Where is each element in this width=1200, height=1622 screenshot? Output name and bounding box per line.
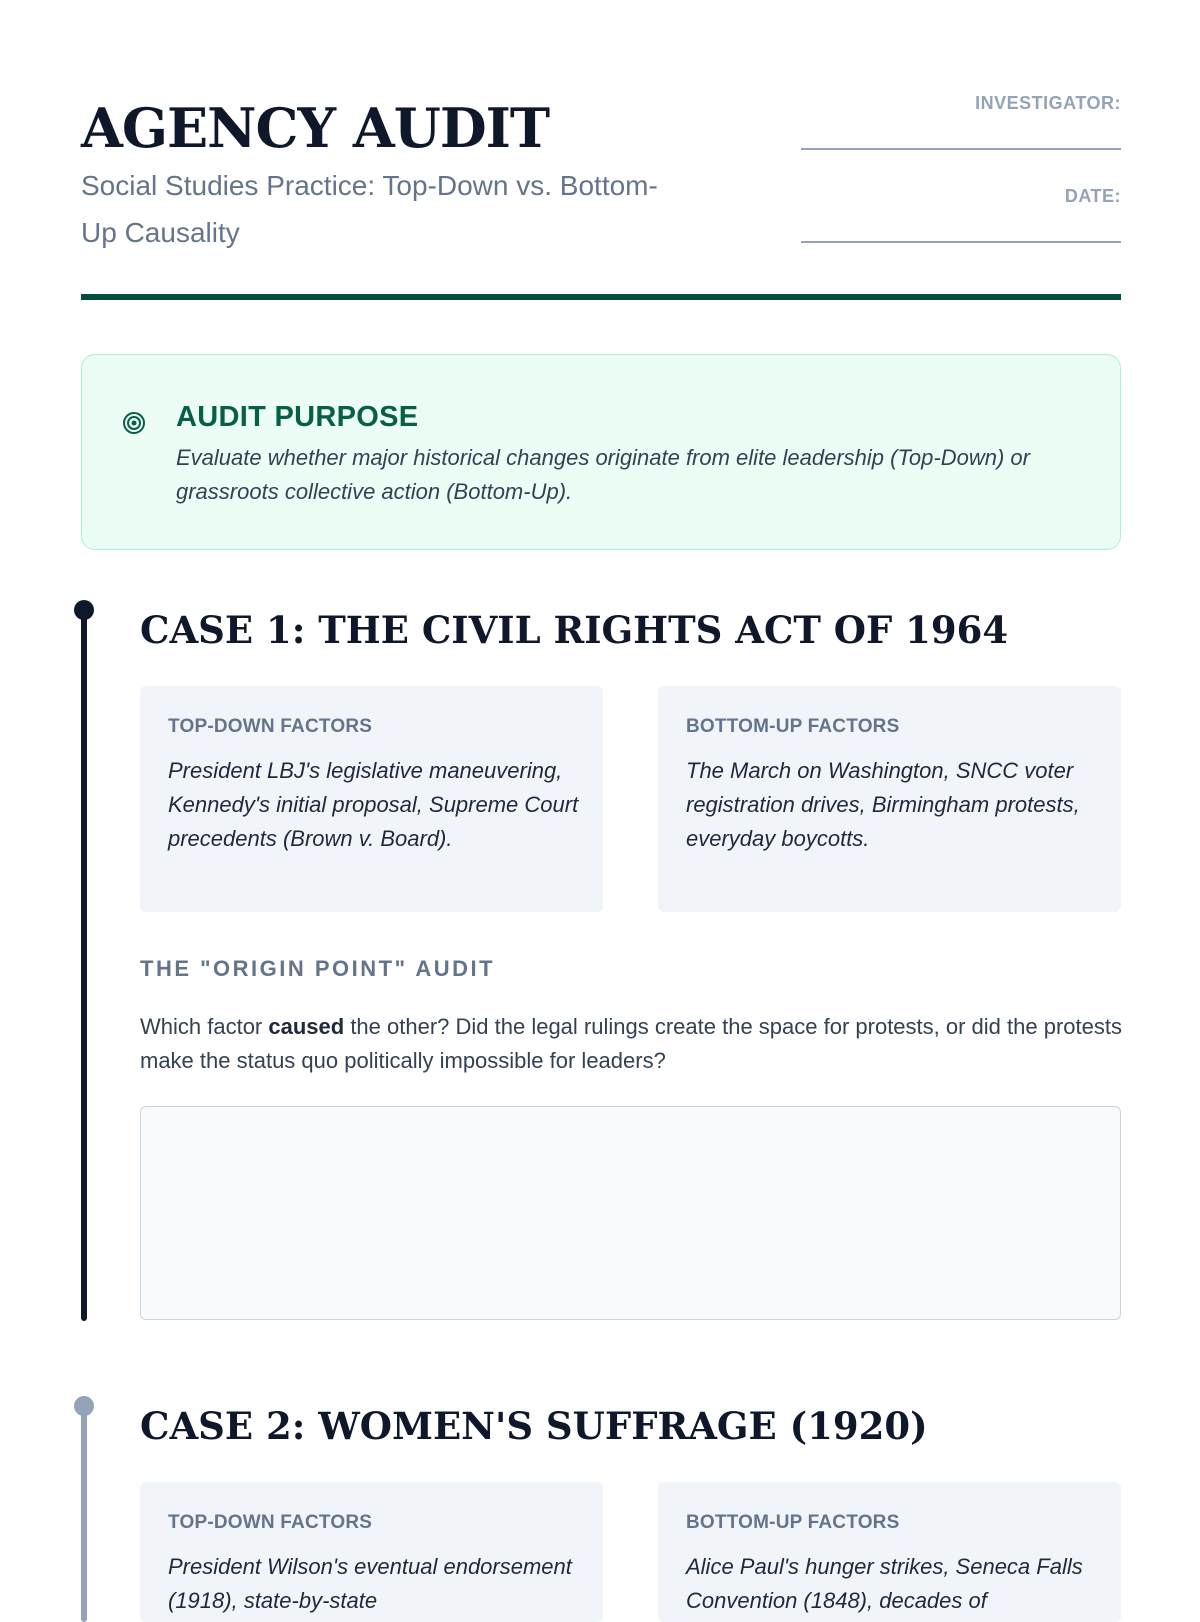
case-2-section: [81, 1396, 1121, 1613]
top-down-label: TOP-DOWN FACTORS: [168, 1512, 373, 1533]
audit-purpose-text: Evaluate whether major historical changes originate from elite leadership (Top-Down) or grassroots collective action (Bottom-Up).: [176, 445, 1030, 504]
case-1-section: [81, 600, 1121, 1320]
case-1-top-down-box: [140, 686, 603, 912]
top-down-text: President LBJ's legislative maneuvering, Kennedy's initial proposal, Supreme Court precedents (Brown v. Board).: [168, 758, 579, 851]
case-timeline-dot: [74, 1396, 94, 1416]
target-icon: [122, 411, 146, 435]
case-1-answer-box[interactable]: [140, 1106, 1121, 1320]
worksheet-page: [81, 0, 1122, 1613]
case-1-bottom-up-box: [658, 686, 1121, 912]
case-timeline-bar: [81, 1402, 87, 1622]
worksheet-header: [81, 0, 1121, 300]
audit-question-end: the other? Did the legal rulings create the space for protests, or did the protests make the status quo politically impossible for leaders?: [140, 1014, 1122, 1073]
audit-purpose-title: AUDIT PURPOSE: [176, 401, 419, 433]
bottom-up-label: BOTTOM-UP FACTORS: [686, 716, 900, 737]
date-field[interactable]: [801, 241, 1121, 243]
audit-question-start: Which factor: [140, 1014, 269, 1039]
origin-point-audit-question: [140, 1010, 1125, 1078]
case-2-top-down-box: [140, 1482, 603, 1622]
bottom-up-text: The March on Washington, SNCC voter registration drives, Birmingham protests, everyday boycotts.: [686, 758, 1080, 851]
page-title: AGENCY AUDIT: [81, 96, 550, 160]
bottom-up-label: BOTTOM-UP FACTORS: [686, 1512, 900, 1533]
audit-purpose-box: [81, 354, 1121, 550]
case-timeline-bar: [81, 606, 87, 1321]
date-label: DATE:: [1064, 186, 1121, 206]
origin-point-audit-label: THE "ORIGIN POINT" AUDIT: [140, 956, 496, 981]
investigator-field[interactable]: [801, 148, 1121, 150]
header-divider: [81, 294, 1121, 300]
case-1-title: CASE 1: THE CIVIL RIGHTS ACT OF 1964: [140, 608, 1009, 652]
investigator-label: INVESTIGATOR:: [975, 93, 1121, 113]
case-timeline-dot: [74, 600, 94, 620]
case-2-title: CASE 2: WOMEN'S SUFFRAGE (1920): [140, 1404, 928, 1448]
page-subtitle: Social Studies Practice: Top-Down vs. Bottom-Up Causality: [81, 170, 658, 248]
audit-question-emphasis: caused: [268, 1014, 345, 1039]
top-down-text: President Wilson's eventual endorsement (1918), state-by-state: [168, 1554, 572, 1613]
top-down-label: TOP-DOWN FACTORS: [168, 716, 373, 737]
bottom-up-text: Alice Paul's hunger strikes, Seneca Falls Convention (1848), decades of: [686, 1554, 1083, 1613]
case-2-bottom-up-box: [658, 1482, 1121, 1622]
